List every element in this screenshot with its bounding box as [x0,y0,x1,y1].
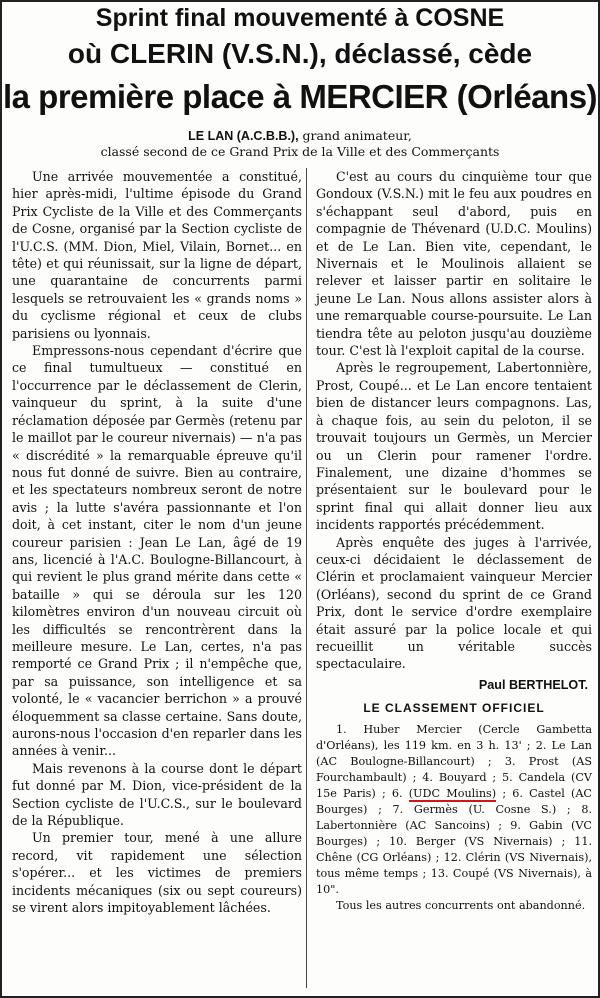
classement-part-1: 1. Huber Mercier (Cercle Gambetta d'Orléans), les 119 km. en 3 h. 13' ; 2. Le Lan (AC Boulogne-Billancourt) ; 3. Prost (AS Fourchambault) ; 4. Bouyard ; 5. Candela (CV 15e Paris) ; 6. [316,722,592,800]
classement-underlined: (UDC Moulins) [408,786,497,800]
left-column [12,168,302,916]
headline-line-2: où CLERIN (V.S.N.), déclassé, cède [67,38,533,69]
classement-list [316,722,592,898]
paragraph: Après enquête des juges à l'arrivée, ceux-ci décidaient le déclassement de Clérin et proclamaient vainqueur Mercier (Orléans), second du sprint de ce Grand Prix, dont le service d'ordre exemplaire était assuré par la police locale et qui recueillit un véritable succès spectaculaire. [316,534,592,672]
subhead-line-1 [0,128,600,145]
classement-title: LE CLASSEMENT OFFICIEL [363,701,545,716]
subhead-rest: grand animateur, [298,128,412,143]
headline-line-3: la première place à MERCIER (Orléans) [2,78,598,115]
classement-part-2: ; 6. Castel (AC Bourges) ; 7. Germès (U. Cosne S.) ; 8. Labertonnière (AC Sancoins) ; 9. Gabin (VC Bourges) ; 10. Berger (VS Nivernais) ; 11. Chêne (CG Orléans) ; 12. Clérin (VS Nivernais), tous même temps ; 13. Coupé (VS Nivernais), à 10". [316,786,592,896]
paragraph: Un premier tour, mené à une allure record, vit rapidement une sélection s'opérer... et les victimes de premiers incidents mécaniques (six ou sept coureurs) se virent alors impitoyablement lâchées. [12,830,302,916]
paragraph: Une arrivée mouvementée a constitué, hier après-midi, l'ultime épisode du Grand Prix Cycliste de la Ville et des Commerçants de Cosne, organisé par la Section cycliste de l'U.C.S. (MM. Dion, Miel, Vilain, Bornet... en tête) et qui réunissait, sur la ligne de départ, une quarantaine de concurrents parmi lesquels se retrouvaient les « grands noms » du cyclisme régional et ceux de clubs parisiens ou lyonnais. [12,169,302,341]
subhead-line-2: classé second de ce Grand Prix de la Ville et des Commerçants [100,144,500,159]
paragraph: Empressons-nous cependant d'écrire que ce final tumultueux — constitué en l'occurrence par le déclassement de Clerin, vainqueur du sprint, à la suite d'une réclamation déposée par Germès (retenu par le maillot par le coureur nivernais) — n'a pas « discrédité » la remarquable épreuve qu'il nous fut donné de suivre. Bien au contraire, et les spectateurs nombreux seront de notre avis ; la lutte s'avéra passionnante et l'on doit, à cet instant, citer le nom d'un jeune coureur parisien : Jean Le Lan, âgé de 19 ans, licencié à l'A.C. Boulogne-Billancourt, à qui revient le plus grand mérite dans cette « bataille » qui se déroula sur les 120 kilomètres environ d'un nouveau circuit où les difficultés se rencontrèrent dans la meilleure mesure. Le Lan, certes, n'a pas remporté ce Grand Prix ; il n'empêche que, par sa puissance, son intelligence et sa volonté, le « vacancier berrichon » a prouvé éloquemment sa classe certaine. Sans doute, aurons-nous l'occasion d'en reparler dans les années à venir... [12,343,302,759]
author-signature: Paul BERTHELOT. [478,677,588,692]
subhead-name: LE LAN (A.C.B.B.), [188,129,299,143]
paragraph: C'est au cours du cinquième tour que Gondoux (V.S.N.) mit le feu aux poudres en s'échappant seul d'abord, puis en compagnie de Thévenard (U.D.C. Moulins) et de Le Lan. Bien vite, cependant, le Nivernais et le Moulinois allaient se relever et laisser partir en solitaire le jeune Le Lan. Nous allons assister alors à une remarquable course-poursuite. Le Lan tiendra tête au peloton jusqu'au douzième tour. C'est là l'exploit capital de la course. [316,169,592,359]
classement-closing: Tous les autres concurrents ont abandonné. [336,898,586,912]
paragraph: Mais revenons à la course dont le départ fut donné par M. Dion, vice-président de la Section cycliste de l'U.C.S., sur le boulevard de la République. [12,760,302,829]
headline-line-1: Sprint final mouvementé à COSNE [95,4,505,32]
right-column [316,168,592,914]
paragraph: Après le regroupement, Labertonnière, Prost, Coupé... et Le Lan encore tentaient bien de distancer leurs compagnons. Las, à chaque fois, au sein du peloton, il se trouvait toujours un Germès, un Mercier ou un Clerin pour ramener l'ordre. Finalement, une dizaine d'hommes se présentaient sur le boulevard pour le sprint final qui allait donner lieu aux incidents rapportés précédemment. [316,360,592,533]
column-divider [306,168,307,988]
